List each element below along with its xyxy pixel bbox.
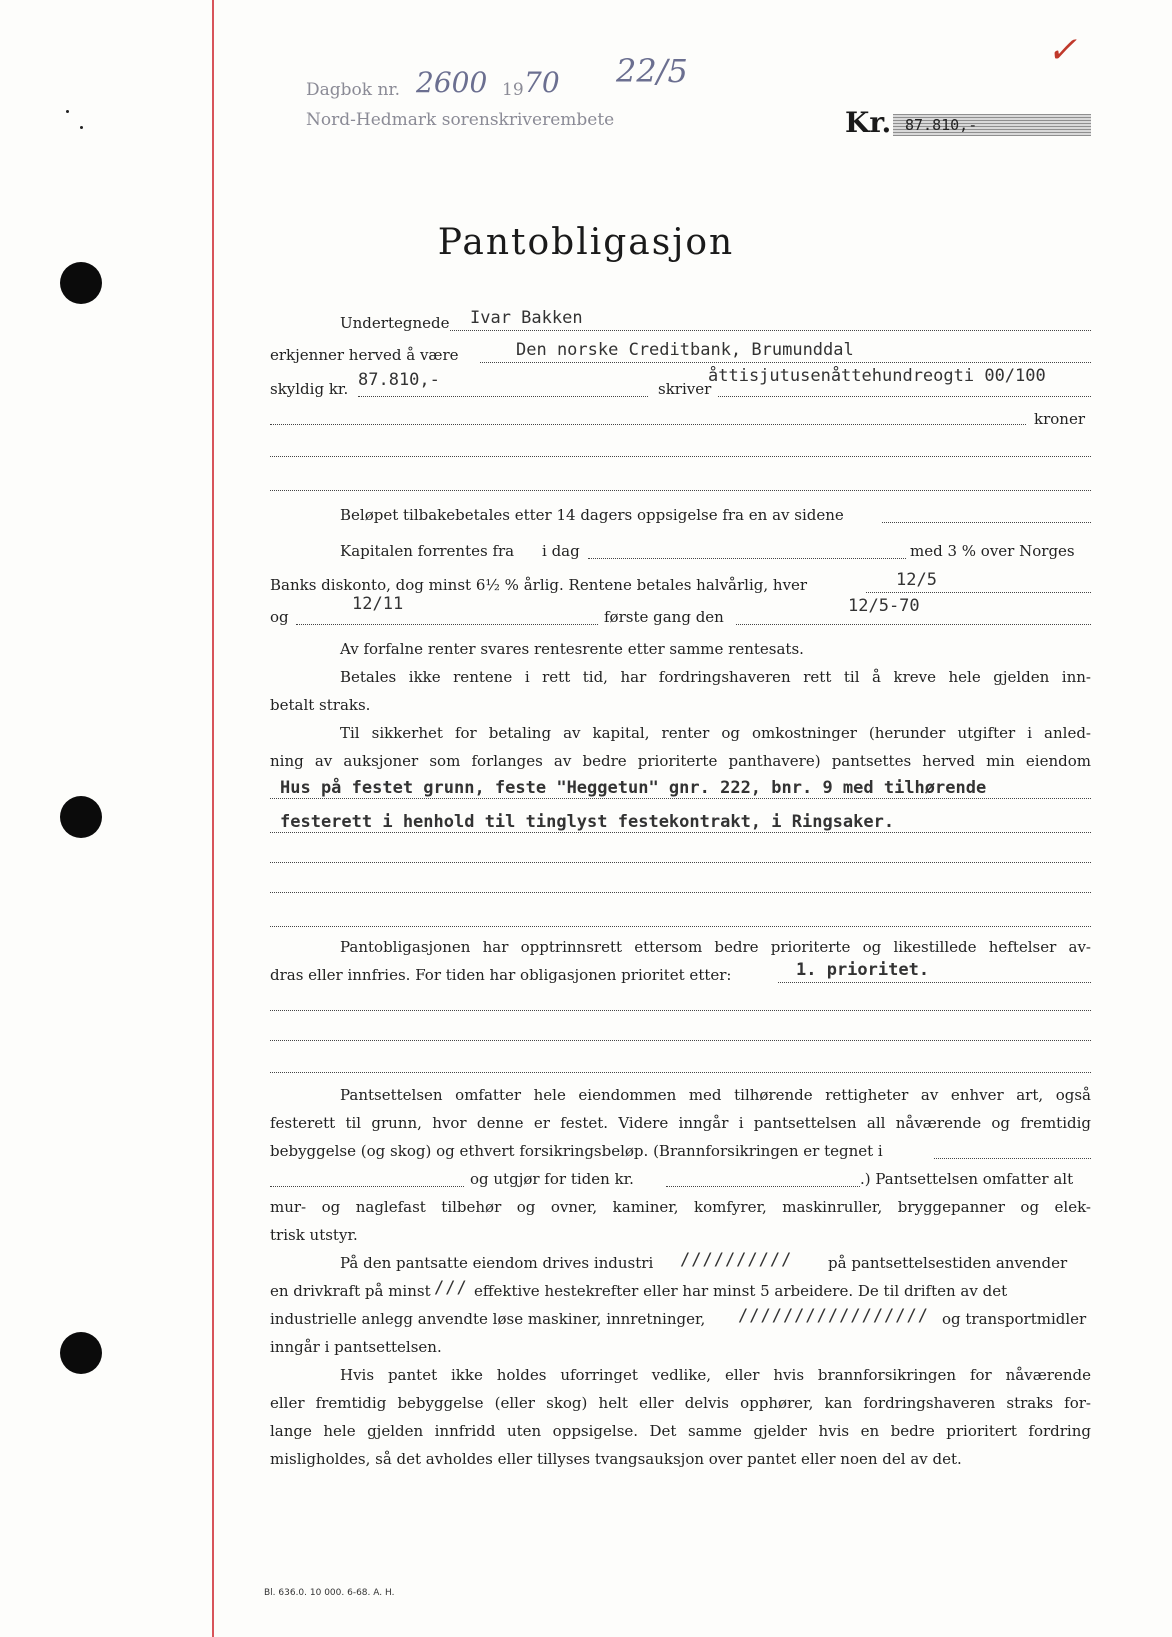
dotted-line: [270, 862, 1091, 863]
dotted-line: [736, 624, 1091, 625]
undertegnede-value: Ivar Bakken: [470, 308, 583, 328]
pants-line-3: bebyggelse (og skog) og ethvert forsikringsbeløp. (Brannforsikringen er tegnet i: [270, 1142, 883, 1160]
panto-line-2: dras eller innfries. For tiden har obligasjonen prioritet etter:: [270, 966, 732, 984]
pa-line-1a: På den pantsatte eiendom drives industri: [340, 1254, 654, 1272]
punch-hole: [60, 262, 102, 304]
skyldig-label: skyldig kr.: [270, 380, 349, 398]
dotted-line: [270, 926, 1091, 927]
pa-strike-2: ///: [434, 1278, 468, 1298]
banks-text: Banks diskonto, dog minst 6½ % årlig. Rentene betales halvårlig, hver: [270, 576, 808, 594]
kapitalen-value: i dag: [542, 542, 580, 560]
til-line-2: ning av auksjoner som forlanges av bedre prioriterte panthavere) pantsettes herved min eiendom: [270, 752, 1091, 770]
belopet-text: Beløpet tilbakebetales etter 14 dagers oppsigelse fra en av sidene: [340, 506, 844, 524]
pants-line-4b: .) Pantsettelsen omfatter alt: [860, 1170, 1074, 1188]
pants-line-6: trisk utstyr.: [270, 1226, 358, 1244]
pa-line-3a: industrielle anlegg anvendte løse maskiner, innretninger,: [270, 1310, 706, 1328]
og-value: 12/11: [352, 594, 404, 614]
pants-line-1: Pantsettelsen omfatter hele eiendommen med tilhørende rettigheter av enhver art, også: [340, 1086, 1091, 1104]
dotted-line: [666, 1186, 860, 1187]
stamp-year-prefix: 19: [502, 80, 524, 100]
og-label: og: [270, 608, 289, 626]
kr-label: Kr.: [845, 106, 892, 139]
dotted-line: [296, 624, 598, 625]
dotted-line: [270, 424, 1026, 425]
document-title: Pantobligasjon: [437, 222, 735, 263]
dotted-line: [778, 982, 1091, 983]
dotted-line: [270, 1186, 464, 1187]
pa-line-1b: på pantsettelsestiden anvender: [828, 1254, 1068, 1272]
hvis-line-1: Hvis pantet ikke holdes uforringet vedlike, eller hvis brannforsikringen for nåværende: [340, 1366, 1091, 1384]
kapitalen-rest: med 3 % over Norges: [910, 542, 1075, 560]
speck: [80, 126, 83, 129]
pa-strike-1: //////////: [680, 1250, 793, 1270]
dotted-line: [270, 1010, 1091, 1011]
forste-value: 12/5-70: [848, 596, 920, 616]
dotted-line: [934, 1158, 1091, 1159]
prioritet-value: 1. prioritet.: [796, 960, 930, 980]
dotted-line: [450, 330, 1091, 331]
dotted-line: [270, 456, 1091, 457]
kapitalen-text: Kapitalen forrentes fra: [340, 542, 515, 560]
eiendom-line-2: festerett i henhold til tinglyst festekontrakt, i Ringsaker.: [280, 812, 895, 832]
pa-line-2a: en drivkraft på minst: [270, 1282, 431, 1300]
pa-line-2b: effektive hestekrefter eller har minst 5 arbeidere. De til driften av det: [474, 1282, 1008, 1300]
dotted-line: [866, 592, 1091, 593]
stamp-dagbok-label: Dagbok nr.: [306, 80, 401, 100]
erkjenner-label: erkjenner herved å være: [270, 346, 459, 364]
dotted-line: [480, 362, 1091, 363]
check-mark: ✓: [1046, 30, 1077, 71]
dotted-line: [270, 798, 1091, 799]
skriver-value: åttisjutusenåttehundreogti 00/100: [708, 366, 1046, 386]
betales-line-2: betalt straks.: [270, 696, 371, 714]
betales-line-1: Betales ikke rentene i rett tid, har fordringshaveren rett til å kreve hele gjelden inn-: [340, 668, 1091, 686]
dotted-line: [588, 558, 906, 559]
form-footer-code: Bl. 636.0. 10 000. 6-68. A. H.: [264, 1588, 395, 1598]
pa-line-4: inngår i pantsettelsen.: [270, 1338, 442, 1356]
speck: [66, 110, 69, 113]
banks-value: 12/5: [896, 570, 937, 590]
year-suffix: 70: [524, 66, 560, 99]
kroner-label: kroner: [1034, 410, 1085, 428]
dagbok-number: 2600: [416, 66, 488, 99]
pa-strike-3: /////////////////: [738, 1306, 929, 1326]
dotted-line: [718, 396, 1091, 397]
kr-amount-box: 87.810,-: [893, 114, 1091, 136]
forste-label: første gang den: [604, 608, 724, 626]
punch-hole: [60, 1332, 102, 1374]
dotted-line: [270, 490, 1091, 491]
dotted-line: [270, 892, 1091, 893]
hvis-line-3: lange hele gjelden innfridd uten oppsigelse. Det samme gjelder hvis en bedre prioritert fordring: [270, 1422, 1091, 1440]
skriver-label: skriver: [658, 380, 712, 398]
handwritten-date: 22/5: [616, 52, 688, 90]
hvis-line-4: misligholdes, så det avholdes eller tillyses tvangsauksjon over pantet eller noen del av det.: [270, 1450, 962, 1468]
dotted-line: [270, 1040, 1091, 1041]
skyldig-value: 87.810,-: [358, 370, 440, 390]
stamp-office: Nord-Hedmark sorenskriverembete: [306, 110, 615, 130]
dotted-line: [270, 832, 1091, 833]
panto-line-1: Pantobligasjonen har opptrinnsrett ettersom bedre prioriterte og likestillede heftelser av-: [340, 938, 1091, 956]
punch-hole: [60, 796, 102, 838]
dotted-line: [358, 396, 648, 397]
pants-line-4a: og utgjør for tiden kr.: [470, 1170, 634, 1188]
dotted-line: [882, 522, 1091, 523]
dotted-line: [270, 1072, 1091, 1073]
hvis-line-2: eller fremtidig bebyggelse (eller skog) helt eller delvis opphører, kan fordringshaveren straks for-: [270, 1394, 1091, 1412]
pants-line-2: festerett til grunn, hvor denne er festet. Videre inngår i pantsettelsen all nåværende og fremtidig: [270, 1114, 1091, 1132]
av-forfalne-text: Av forfalne renter svares rentesrente etter samme rentesats.: [340, 640, 804, 658]
til-line-1: Til sikkerhet for betaling av kapital, renter og omkostninger (herunder utgifter i anled-: [340, 724, 1091, 742]
eiendom-line-1: Hus på festet grunn, feste "Heggetun" gnr. 222, bnr. 9 med tilhørende: [280, 778, 987, 798]
pa-line-3b: og transportmidler: [942, 1310, 1087, 1328]
pants-line-5: mur- og naglefast tilbehør og ovner, kaminer, komfyrer, maskinruller, bryggepanner og elek-: [270, 1198, 1091, 1216]
erkjenner-value: Den norske Creditbank, Brumunddal: [516, 340, 854, 360]
undertegnede-label: Undertegnede: [340, 314, 450, 332]
